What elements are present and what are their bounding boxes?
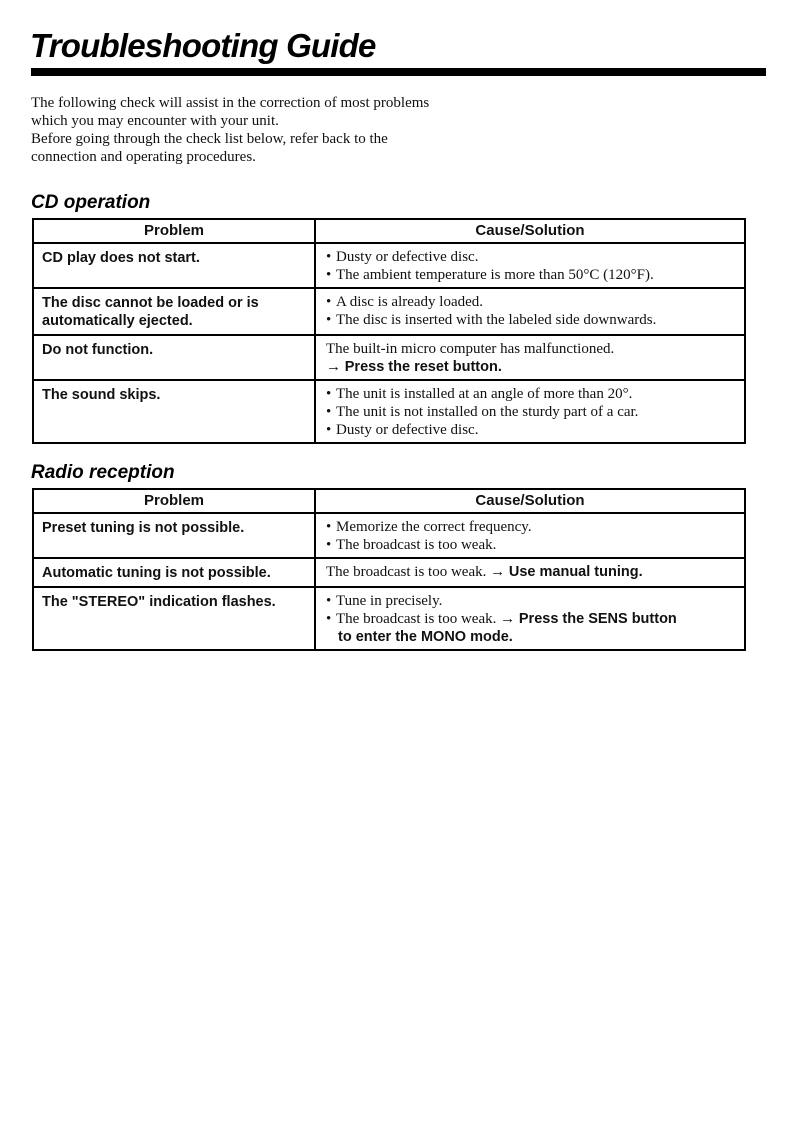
solution-text: The broadcast is too weak. <box>326 564 487 580</box>
bullet-icon: • <box>326 294 332 310</box>
solution-text: A disc is already loaded. <box>336 294 484 310</box>
solution-cell <box>315 243 745 288</box>
problem-text: Preset tuning is not possible. <box>42 520 245 536</box>
intro-line: Before going through the check list below, refer back to the <box>31 131 388 147</box>
solution-action: to enter the MONO mode. <box>338 629 513 645</box>
solution-cell <box>315 558 745 587</box>
problem-text: The disc cannot be loaded or is <box>42 295 259 311</box>
table-row <box>33 288 745 335</box>
problem-cell <box>33 513 315 558</box>
solution-action: Press the SENS button <box>518 611 677 627</box>
arrow-right-icon: → <box>490 564 506 580</box>
arrow-right-icon: → <box>500 611 516 627</box>
table-row <box>33 380 745 443</box>
table-header-row <box>33 219 745 243</box>
table-row <box>33 335 745 380</box>
intro-line: The following check will assist in the correction of most problems <box>31 95 430 111</box>
solution-line <box>326 266 736 284</box>
intro-line: which you may encounter with your unit. <box>31 113 279 129</box>
problem-cell <box>33 380 315 443</box>
solution-action: Press the reset button. <box>344 359 502 375</box>
solution-text: The disc is inserted with the labeled side downwards. <box>336 312 657 328</box>
solution-column-header: Cause/Solution <box>315 219 745 243</box>
problem-cell <box>33 243 315 288</box>
radio-troubleshooting-table <box>32 488 746 651</box>
table-row <box>33 558 745 587</box>
problem-text: automatically ejected. <box>42 313 193 329</box>
solution-text: Dusty or defective disc. <box>336 249 479 265</box>
solution-text: The unit is installed at an angle of more than 20°. <box>336 386 633 402</box>
bullet-icon: • <box>326 267 332 283</box>
problem-text: Automatic tuning is not possible. <box>42 565 271 581</box>
table-row <box>33 587 745 650</box>
solution-cell <box>315 380 745 443</box>
solution-cell <box>315 288 745 335</box>
solution-line <box>326 536 736 554</box>
solution-cell <box>315 587 745 650</box>
bullet-icon: • <box>326 537 332 553</box>
solution-text: The unit is not installed on the sturdy part of a car. <box>336 404 639 420</box>
solution-line <box>326 248 736 266</box>
table-row <box>33 513 745 558</box>
solution-line <box>326 293 736 311</box>
solution-text: Tune in precisely. <box>336 593 443 609</box>
solution-line <box>326 311 736 329</box>
solution-text: Dusty or defective disc. <box>336 422 479 438</box>
problem-cell <box>33 558 315 587</box>
problem-text: Do not function. <box>42 342 154 358</box>
solution-column-header: Cause/Solution <box>315 489 745 513</box>
solution-line <box>326 421 736 439</box>
problem-cell <box>33 288 315 335</box>
solution-line <box>326 563 736 581</box>
solution-action: Use manual tuning. <box>508 564 643 580</box>
cd-section-heading: CD operation <box>31 192 151 213</box>
solution-text: The broadcast is too weak. <box>336 537 497 553</box>
radio-section-heading: Radio reception <box>31 462 175 483</box>
solution-line <box>326 610 736 628</box>
problem-text: The "STEREO" indication flashes. <box>42 594 276 610</box>
page-title: Troubleshooting Guide <box>30 27 376 64</box>
arrow-right-icon: → <box>326 359 341 375</box>
bullet-icon: • <box>326 422 332 438</box>
solution-cell <box>315 335 745 380</box>
table-header-row <box>33 489 745 513</box>
solution-text: The broadcast is too weak. <box>336 611 497 627</box>
bullet-icon: • <box>326 312 332 328</box>
intro-paragraph <box>31 94 591 166</box>
solution-text: The ambient temperature is more than 50°C (120°F). <box>336 267 654 283</box>
intro-line: connection and operating procedures. <box>31 149 256 165</box>
bullet-icon: • <box>326 386 332 402</box>
title-rule <box>31 68 766 76</box>
solution-line <box>326 358 736 376</box>
solution-line <box>326 403 736 421</box>
bullet-icon: • <box>326 593 332 609</box>
solution-line <box>326 592 736 610</box>
problem-text: The sound skips. <box>42 387 161 403</box>
problem-cell <box>33 587 315 650</box>
solution-line <box>326 385 736 403</box>
problem-column-header: Problem <box>33 219 315 243</box>
solution-text: The built-in micro computer has malfunctioned. <box>326 341 615 357</box>
solution-line <box>326 340 736 358</box>
problem-text: CD play does not start. <box>42 250 200 266</box>
table-row <box>33 243 745 288</box>
solution-cell <box>315 513 745 558</box>
solution-text: Memorize the correct frequency. <box>336 519 532 535</box>
bullet-icon: • <box>326 611 332 627</box>
bullet-icon: • <box>326 249 332 265</box>
solution-line <box>326 628 736 646</box>
solution-line <box>326 518 736 536</box>
bullet-icon: • <box>326 519 332 535</box>
cd-troubleshooting-table <box>32 218 746 444</box>
problem-cell <box>33 335 315 380</box>
bullet-icon: • <box>326 404 332 420</box>
problem-column-header: Problem <box>33 489 315 513</box>
